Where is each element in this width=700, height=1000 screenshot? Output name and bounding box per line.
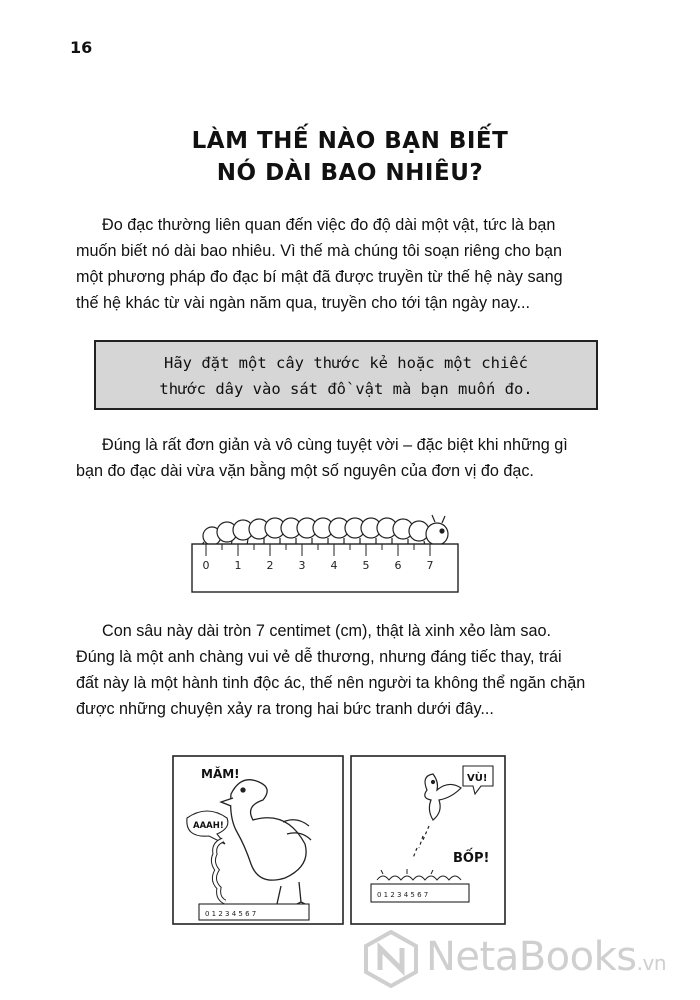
title-line-2: NÓ DÀI BAO NHIÊU? [216,160,484,186]
sound-effect-text: MĂM! [201,767,240,781]
instruction-line: thước dây vào sát đồ vật mà bạn muốn đo. [159,380,533,398]
paragraph-line: Đúng là rất đơn giản và vô cùng tuyệt vời – đặc biệt khi những gì [102,436,568,454]
svg-text:AAAH!: AAAH! [193,821,224,831]
instruction-box [94,340,598,410]
title-line-1: LÀM THẾ NÀO BẠN BIẾT [191,128,509,154]
ruler-tick-label: 4 [330,559,338,572]
ruler-tick-label: 1 [234,559,242,572]
svg-text:0 1 2 3 4 5 6 7: 0 1 2 3 4 5 6 7 [205,910,257,918]
paragraph-line: muốn biết nó dài bao nhiêu. Vì thế mà chúng tôi soạn riêng cho bạn [76,242,562,260]
watermark-text: NetaBooks.vn [426,934,666,980]
ruler-tick-label: 2 [266,559,274,572]
small-ruler [199,904,309,920]
comic-panel-1 [173,756,343,924]
paragraph-line: một phương pháp đo đạc bí mật đã được truyền từ thế hệ này sang [76,268,563,286]
ruler-tick-label: 5 [362,559,370,572]
caterpillar-paragraph [76,618,636,722]
paragraph-line: được những chuyện xảy ra trong hai bức tranh dưới đây... [76,700,494,718]
chapter-title [0,125,700,189]
svg-text:VÙ!: VÙ! [467,773,488,784]
bird-eats-caterpillar-comic [171,752,509,928]
ruler-tick-label: 6 [394,559,402,572]
paragraph-line: đất này là một hành tinh độc ác, thế nên người ta không thể ngăn chặn [76,674,586,692]
intro-paragraph [76,212,636,316]
page-number: 16 [70,38,93,57]
instruction-line: Hãy đặt một cây thước kẻ hoặc một chiếc [164,354,528,372]
paragraph-line: bạn đo đạc dài vừa vặn bằng một số nguyên của đơn vị đo đạc. [76,462,534,480]
ruler-tick-label: 3 [298,559,306,572]
paragraph-line: Đúng là một anh chàng vui vẻ dễ thương, nhưng đáng tiếc thay, trái [76,648,562,666]
svg-text:0 1 2 3 4 5 6 7: 0 1 2 3 4 5 6 7 [377,891,429,899]
sound-effect-text: BỐP! [453,851,490,866]
comic-panel-2 [351,756,505,924]
paragraph-line: Con sâu này dài tròn 7 centimet (cm), thật là xinh xẻo làm sao. [102,622,551,640]
netabooks-logo-icon [362,930,420,988]
simplicity-paragraph [76,432,636,484]
caterpillar [201,515,448,548]
paragraph-line: Đo đạc thường liên quan đến việc đo độ dài một vật, tức là bạn [102,216,556,234]
netabooks-watermark [362,930,692,990]
paragraph-line: thế hệ khác từ vài ngàn năm qua, truyền cho tới tận ngày nay... [76,294,530,312]
caterpillar-on-ruler-illustration [186,510,466,594]
small-ruler [371,884,469,902]
ruler [192,544,458,592]
ruler-tick-label: 0 [202,559,210,572]
ruler-tick-label: 7 [426,559,434,572]
